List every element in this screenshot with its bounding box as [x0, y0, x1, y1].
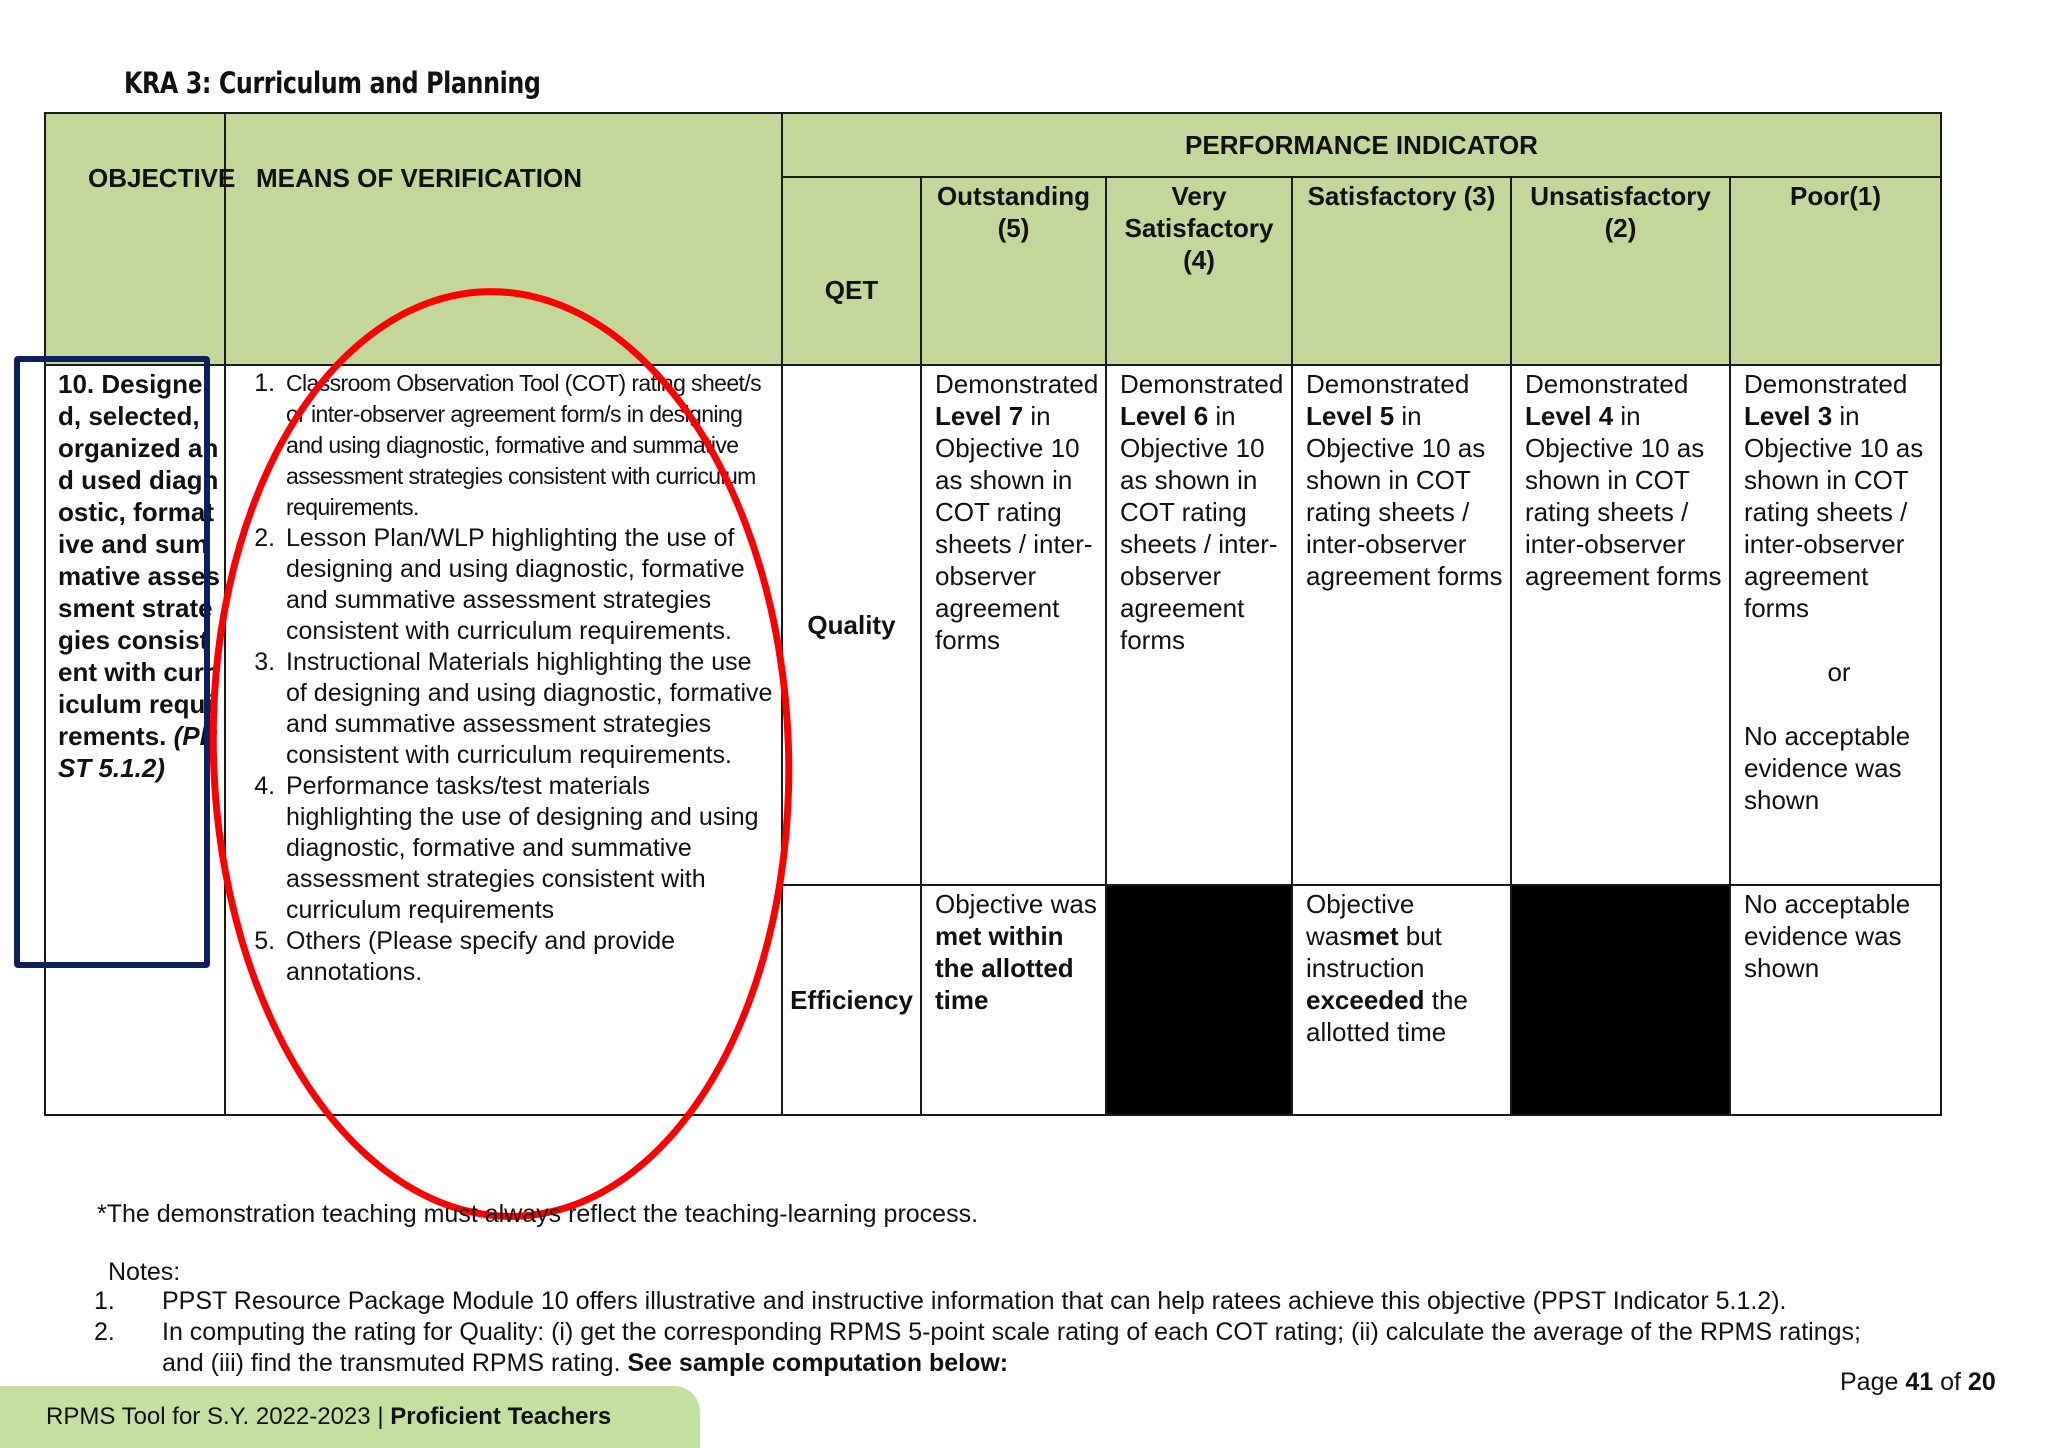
- means-item: 2. Lesson Plan/WLP highlighting the use of designing and using diagnostic, formative and summative assessment strategies consistent with curriculum requirements.: [282, 523, 773, 647]
- quality-poor: Demonstrated Level 3 in Objective 10 as shown in COT rating sheets / inter-observer agreement forms or No acceptable evidence was shown: [1730, 365, 1941, 885]
- quality-outstanding: Demonstrated Level 7 in Objective 10 as shown in COT rating sheets / inter-observer agreement forms: [921, 365, 1106, 885]
- notes-list: [94, 1286, 1894, 1379]
- footer-audience: Proficient Teachers: [390, 1403, 612, 1430]
- objective-text: 10. Designed, selected, organized and used diagnostic, formative and summative assessment strategies consistent with curriculum requirements.: [58, 369, 220, 751]
- means-list: [238, 368, 773, 988]
- qet-efficiency: Efficiency: [782, 885, 921, 1115]
- efficiency-poor: No acceptable evidence was shown: [1730, 885, 1941, 1115]
- means-item: 1. Classroom Observation Tool (COT) rating sheet/s or inter-observer agreement form/s in designing and using diagnostic, formative and summative assessment strategies consistent with curriculum requirements.: [282, 368, 773, 523]
- efficiency-outstanding: Objective was met within the allotted time: [921, 885, 1106, 1115]
- footer-tool: RPMS Tool for S.Y. 2022-2023 |: [46, 1403, 384, 1430]
- header-performance-indicator: PERFORMANCE INDICATOR: [782, 113, 1941, 177]
- quality-unsatisfactory: Demonstrated Level 4 in Objective 10 as shown in COT rating sheets / inter-observer agreement forms: [1511, 365, 1730, 885]
- header-means-of-verification: MEANS OF VERIFICATION: [225, 113, 782, 365]
- notes-title: Notes:: [108, 1258, 181, 1286]
- header-level-satisfactory: Satisfactory (3): [1292, 177, 1511, 365]
- quality-very-satisfactory: Demonstrated Level 6 in Objective 10 as shown in COT rating sheets / inter-observer agreement forms: [1106, 365, 1292, 885]
- note-item: 2. In computing the rating for Quality: (i) get the corresponding RPMS 5-point scale rating of each COT rating; (ii) calculate the average of the RPMS ratings; and (iii) find the transmuted RPMS rating. See sample computation below:: [94, 1318, 1861, 1377]
- header-qet: QET: [782, 177, 921, 365]
- qet-quality: Quality: [782, 365, 921, 885]
- means-item: 5. Others (Please specify and provide annotations.: [282, 926, 773, 988]
- header-level-unsatisfactory: Unsatisfactory (2): [1511, 177, 1730, 365]
- note-item: 1. PPST Resource Package Module 10 offers illustrative and instructive information that can help ratees achieve this objective (PPST Indicator 5.1.2).: [94, 1287, 1787, 1315]
- means-of-verification-cell: [225, 365, 782, 1115]
- header-objective: OBJECTIVE: [45, 113, 225, 365]
- efficiency-very-satisfactory-blank: [1106, 885, 1292, 1115]
- means-item: 4. Performance tasks/test materials highlighting the use of designing and using diagnostic, formative and summative assessment strategies consistent with curriculum requirements: [282, 771, 773, 926]
- efficiency-unsatisfactory-blank: [1511, 885, 1730, 1115]
- kra-table: [44, 112, 1942, 1116]
- header-level-very-satisfactory: Very Satisfactory (4): [1106, 177, 1292, 365]
- efficiency-satisfactory: Objective wasmet but instruction exceeded the allotted time: [1292, 885, 1511, 1115]
- header-level-outstanding: Outstanding (5): [921, 177, 1106, 365]
- page-number: Page 41 of 20: [1840, 1368, 1996, 1396]
- quality-satisfactory: Demonstrated Level 5 in Objective 10 as shown in COT rating sheets / inter-observer agreement forms: [1292, 365, 1511, 885]
- footnote: *The demonstration teaching must always reflect the teaching-learning process.: [97, 1200, 979, 1228]
- header-level-poor: Poor(1): [1730, 177, 1941, 365]
- footer-band: [0, 1386, 700, 1448]
- means-item: 3. Instructional Materials highlighting the use of designing and using diagnostic, formative and summative assessment strategies consistent with curriculum requirements.: [282, 647, 773, 771]
- kra-title: KRA 3: Curriculum and Planning: [124, 66, 541, 100]
- objective-cell: [45, 365, 225, 1115]
- objective-ppst: (PPST 5.1.2): [58, 721, 217, 783]
